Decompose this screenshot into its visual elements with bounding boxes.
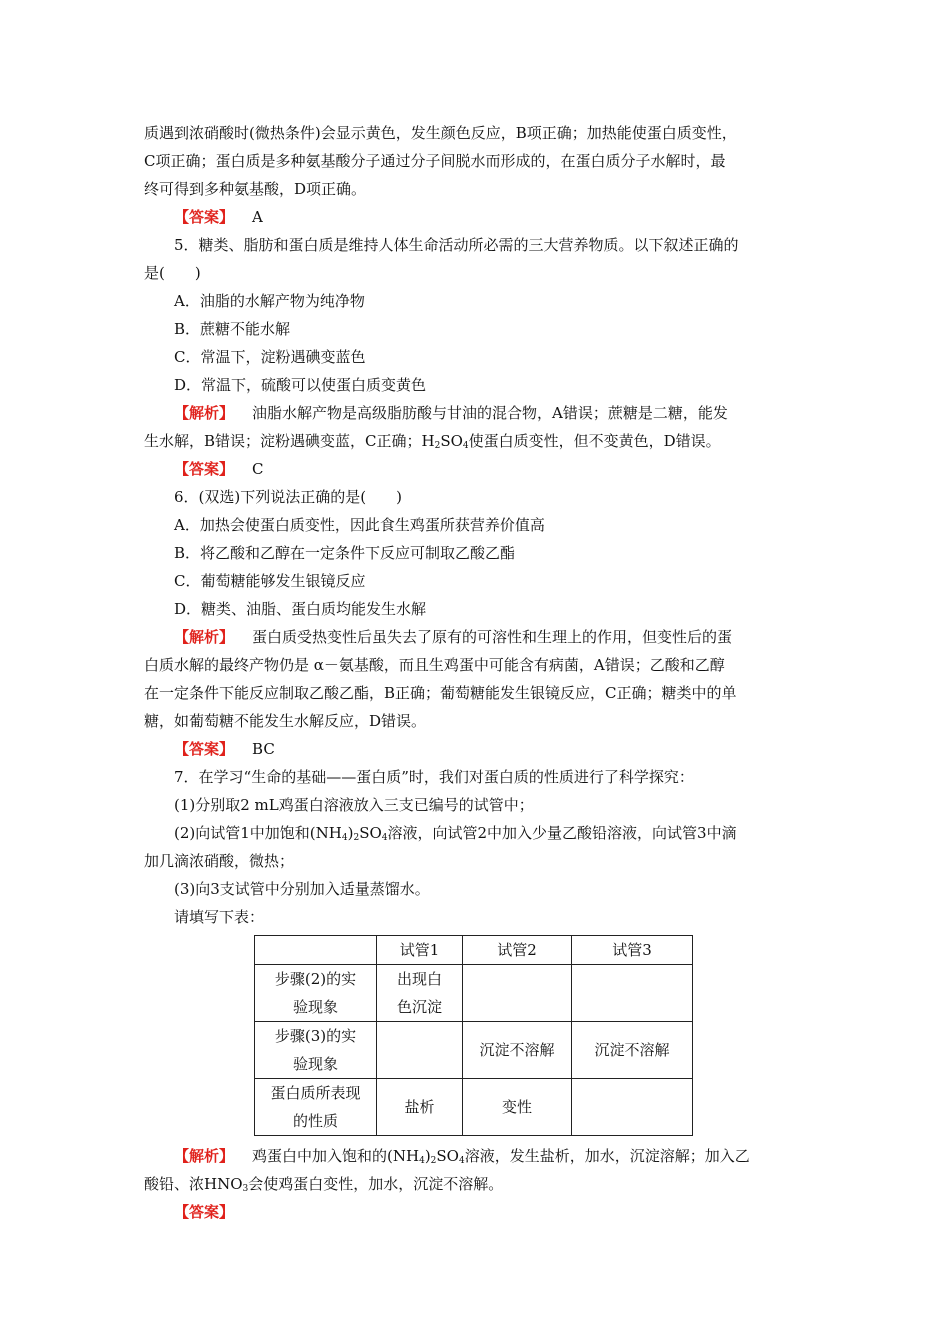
document-body — [144, 119, 814, 1226]
row-label: 步骤(3)的实 验现象 — [255, 1022, 377, 1079]
step-3: (3)向3支试管中分别加入适量蒸馏水。 — [174, 880, 430, 898]
option-b: B．蔗糖不能水解 — [174, 320, 291, 338]
analysis-line-q6-cont: 糖，如葡萄糖不能发生水解反应，D错误。 — [144, 712, 427, 730]
table-row — [255, 965, 693, 1022]
option-b: B．将乙酸和乙醇在一定条件下反应可制取乙酸乙酯 — [174, 544, 516, 562]
row-label: 蛋白质所表现 的性质 — [255, 1079, 377, 1136]
question-stem-q6: 6．(双选)下列说法正确的是( ) — [174, 488, 402, 506]
option-a: A．加热会使蛋白质变性，因此食生鸡蛋所获营养价值高 — [174, 516, 545, 534]
analysis-text: 油脂水解产物是高级脂肪酸与甘油的混合物，A错误；蔗糖是二糖，能发 — [252, 404, 728, 422]
table-header-cell: 试管3 — [572, 936, 693, 965]
table-cell — [572, 965, 693, 1022]
analysis-line-q6 — [144, 623, 814, 651]
text-line: C项正确；蛋白质是多种氨基酸分子通过分子间脱水而形成的，在蛋白质分子水解时，最 — [144, 152, 726, 170]
text-line: 终可得到多种氨基酸，D项正确。 — [144, 180, 367, 198]
step-2: (2)向试管1中加饱和$(NH_4)_2SO_4$溶液，向试管2中加入少量乙酸铅溶液，向试管3中滴 — [174, 824, 737, 843]
text-line: 质遇到浓硝酸时(微热条件)会显示黄色，发生颜色反应，B项正确；加热能使蛋白质变性， — [144, 124, 737, 142]
answer-label: 【答案】 — [174, 208, 235, 226]
table-header-cell: 试管1 — [377, 936, 463, 965]
analysis-text: 蛋白质受热变性后虽失去了原有的可溶性和生理上的作用，但变性后的蛋 — [252, 628, 733, 646]
option-d: D．常温下，硫酸可以使蛋白质变黄色 — [174, 376, 427, 394]
answer-label: 【答案】 — [174, 1203, 235, 1221]
answer-line-q6 — [144, 735, 814, 763]
answer-label: 【答案】 — [174, 460, 235, 478]
analysis-line-q5-cont: 生水解，B错误；淀粉遇碘变蓝，C正确；$H_2SO_4$使蛋白质变性，但不变黄色，D错误。 — [144, 432, 721, 451]
option-d: D．糖类、油脂、蛋白质均能发生水解 — [174, 600, 427, 618]
row-label: 步骤(2)的实 验现象 — [255, 965, 377, 1022]
table-cell: 沉淀不溶解 — [572, 1022, 693, 1079]
analysis-label: 【解析】 — [174, 1147, 235, 1165]
answer-label: 【答案】 — [174, 740, 235, 758]
answer-line-q4 — [144, 203, 814, 231]
table-header-row — [255, 936, 693, 965]
table-cell: 沉淀不溶解 — [463, 1022, 572, 1079]
analysis-line-q6-cont: 白质水解的最终产物仍是 α－氨基酸，而且生鸡蛋中可能含有病菌，A错误；乙酸和乙醇 — [144, 656, 725, 674]
option-a: A．油脂的水解产物为纯净物 — [174, 292, 365, 310]
table-cell — [463, 965, 572, 1022]
answer-line-q7 — [144, 1198, 814, 1226]
table-cell: 出现白 色沉淀 — [377, 965, 463, 1022]
question-stem-q5: 5．糖类、脂肪和蛋白质是维持人体生命活动所必需的三大营养物质。以下叙述正确的 — [174, 236, 739, 254]
table-cell — [377, 1022, 463, 1079]
table-row — [255, 1022, 693, 1079]
option-c: C．常温下，淀粉遇碘变蓝色 — [174, 348, 366, 366]
step-2-cont: 加几滴浓硝酸，微热； — [144, 852, 295, 870]
analysis-line-q6-cont: 在一定条件下能反应制取乙酸乙酯，B正确；葡萄糖能发生银镜反应，C正确；糖类中的单 — [144, 684, 737, 702]
option-c: C．葡萄糖能够发生银镜反应 — [174, 572, 366, 590]
table-cell: 盐析 — [377, 1079, 463, 1136]
fill-prompt: 请填写下表： — [174, 908, 265, 926]
analysis-line-q7: 【解析】 鸡蛋白中加入饱和的$(NH_4)_2SO_4$溶液，发生盐析，加水，沉淀溶解；加入乙 — [174, 1147, 750, 1166]
question-stem-q5-cont: 是( ) — [144, 264, 201, 282]
answer-value: BC — [252, 740, 275, 758]
table-header-cell — [255, 936, 377, 965]
analysis-label: 【解析】 — [174, 404, 235, 422]
table-row — [255, 1079, 693, 1136]
table-header-cell: 试管2 — [463, 936, 572, 965]
question-stem-q7: 7．在学习“生命的基础——蛋白质”时，我们对蛋白质的性质进行了科学探究： — [174, 768, 694, 786]
answer-line-q5 — [144, 455, 814, 483]
step-1: (1)分别取2 mL鸡蛋白溶液放入三支已编号的试管中； — [174, 796, 534, 814]
experiment-table — [254, 935, 693, 1136]
analysis-line-q7-cont: 酸铅、浓$HNO_3$会使鸡蛋白变性，加水，沉淀不溶解。 — [144, 1175, 504, 1194]
answer-value: C — [252, 460, 264, 478]
table-cell: 变性 — [463, 1079, 572, 1136]
analysis-line-q5 — [144, 399, 814, 427]
table-cell — [572, 1079, 693, 1136]
analysis-label: 【解析】 — [174, 628, 235, 646]
answer-value: A — [252, 208, 263, 226]
